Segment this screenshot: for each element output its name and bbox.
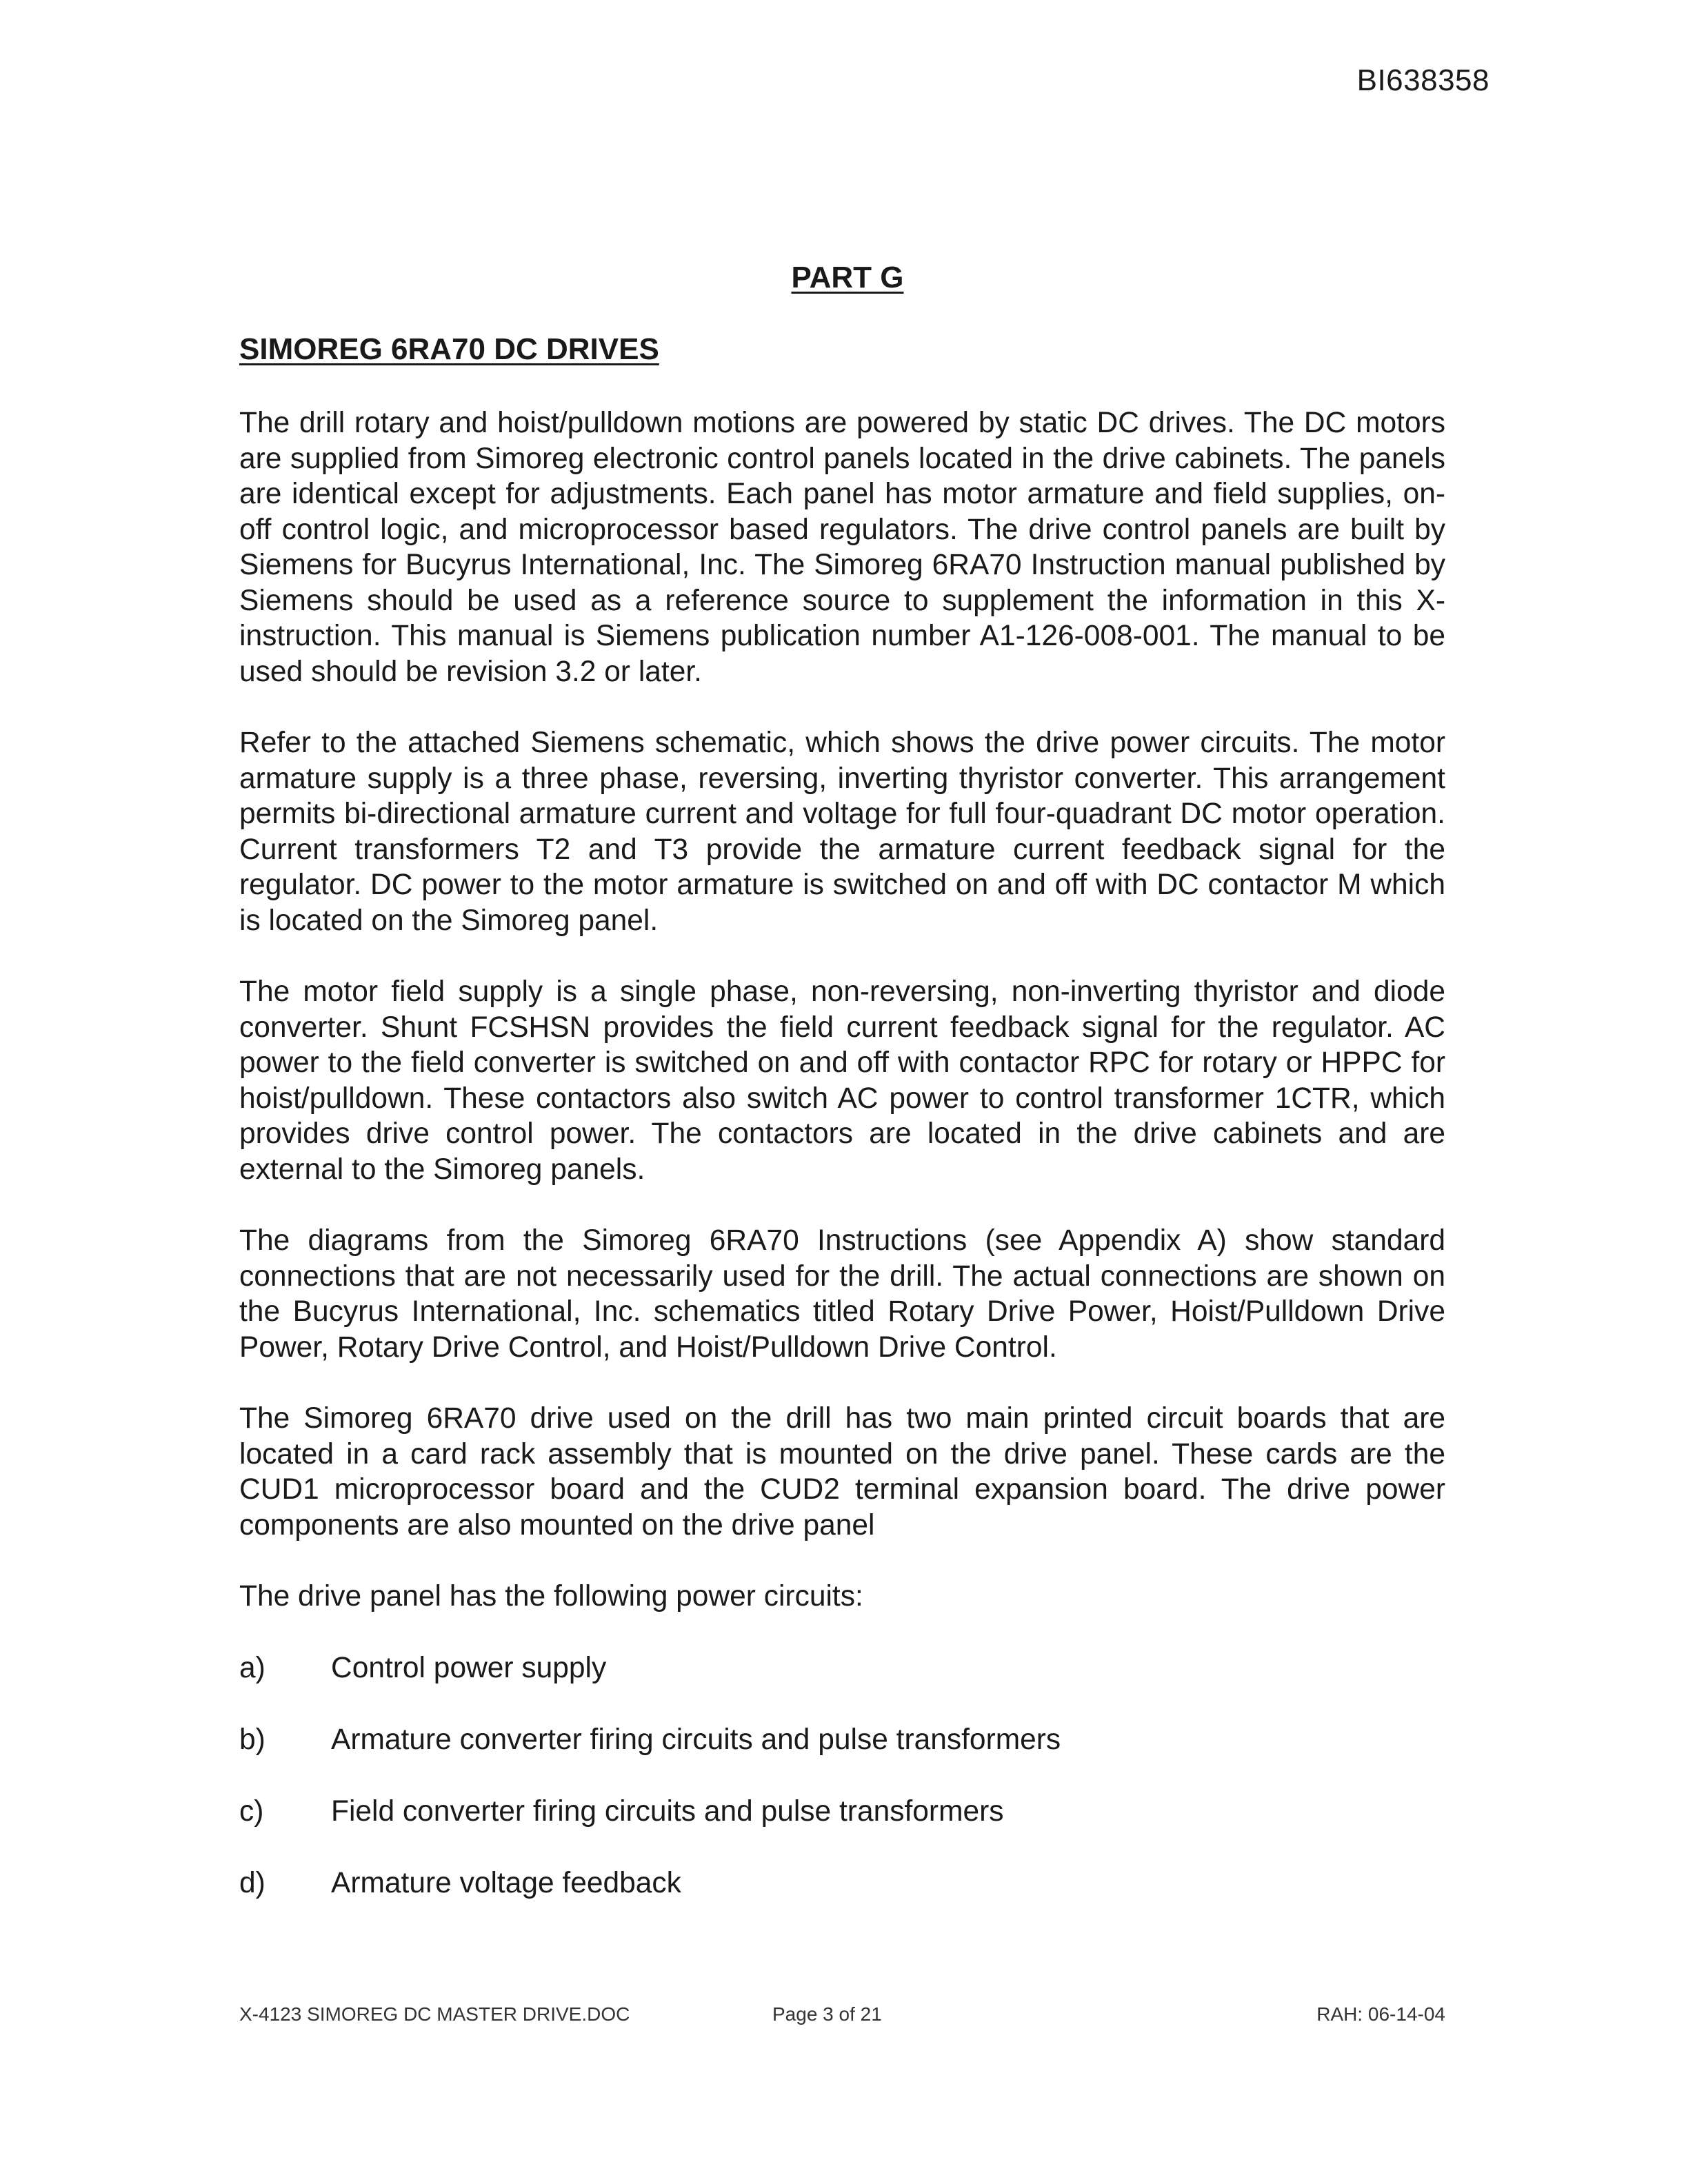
body-text (239, 405, 1445, 1937)
list-marker: d) (239, 1866, 265, 1899)
list-item-text: Armature converter firing circuits and pulse transformers (331, 1723, 1061, 1756)
paragraph-power-circuits-intro: The drive panel has the following power circuits: (239, 1580, 863, 1612)
list-marker: c) (239, 1794, 264, 1828)
paragraph-armature-supply: Refer to the attached Siemens schematic, which shows the drive power circuits. The motor armature supply is a three phase, reversing, inverting thyristor converter. This arrangement permits bi-directional armature current and voltage for full four-quadrant DC motor operation. Current transformers T2 and T3 provide the armature current feedback signal for the regulator. DC power to the motor armature is switched on and off with DC contactor M which is located on the Simoreg panel. (239, 727, 1445, 937)
list-item (239, 1794, 1445, 1830)
paragraph-field-supply: The motor field supply is a single phase, non-reversing, non-inverting thyristor and diode converter. Shunt FCSHSN provides the field current feedback signal for the regulator. AC power to the field converter is switched on and off with contactor RPC for rotary or HPPC for hoist/pulldown. These contactors also switch AC power to control transformer 1CTR, which provides drive control power. The contactors are located in the drive cabinets and are external to the Simoreg panels. (239, 975, 1445, 1186)
footer-filename: X-4123 SIMOREG DC MASTER DRIVE.DOC (239, 2003, 630, 2025)
section-title: SIMOREG 6RA70 DC DRIVES (239, 332, 659, 366)
part-title: PART G (791, 261, 904, 294)
list-item (239, 1650, 1445, 1686)
list-marker: a) (239, 1651, 265, 1684)
list-marker: b) (239, 1723, 265, 1756)
footer-page-number: Page 3 of 21 (772, 2003, 882, 2025)
document-id: BI638358 (1356, 63, 1490, 97)
list-item-text: Field converter firing circuits and pulse transformers (331, 1794, 1004, 1828)
page-footer (239, 2003, 1445, 2031)
footer-revision: RAH: 06-14-04 (1316, 2003, 1445, 2025)
power-circuits-list (239, 1650, 1445, 1901)
list-item-text: Control power supply (331, 1651, 607, 1684)
list-item (239, 1866, 1445, 1901)
paragraph-intro: The drill rotary and hoist/pulldown motions are powered by static DC drives. The DC motors are supplied from Simoreg electronic control panels located in the drive cabinets. The panels are identical except for adjustments. Each panel has motor armature and field supplies, on-off control logic, and microprocessor based regulators. The drive control panels are built by Siemens for Bucyrus International, Inc. The Simoreg 6RA70 Instruction manual published by Siemens should be used as a reference source to supplement the information in this X-instruction. This manual is Siemens publication number A1-126-008-001. The manual to be used should be revision 3.2 or later. (239, 407, 1445, 688)
list-item-text: Armature voltage feedback (331, 1866, 681, 1899)
list-item (239, 1722, 1445, 1758)
paragraph-circuit-boards: The Simoreg 6RA70 drive used on the drill has two main printed circuit boards that are located in a card rack assembly that is mounted on the drive panel. These cards are the CUD1 microprocessor board and the CUD2 terminal expansion board. The drive power components are also mounted on the drive panel (239, 1402, 1445, 1541)
paragraph-diagrams: The diagrams from the Simoreg 6RA70 Instructions (see Appendix A) show standard connections that are not necessarily used for the drill. The actual connections are shown on the Bucyrus International, Inc. schematics titled Rotary Drive Power, Hoist/Pulldown Drive Power, Rotary Drive Control, and Hoist/Pulldown Drive Control. (239, 1224, 1445, 1364)
